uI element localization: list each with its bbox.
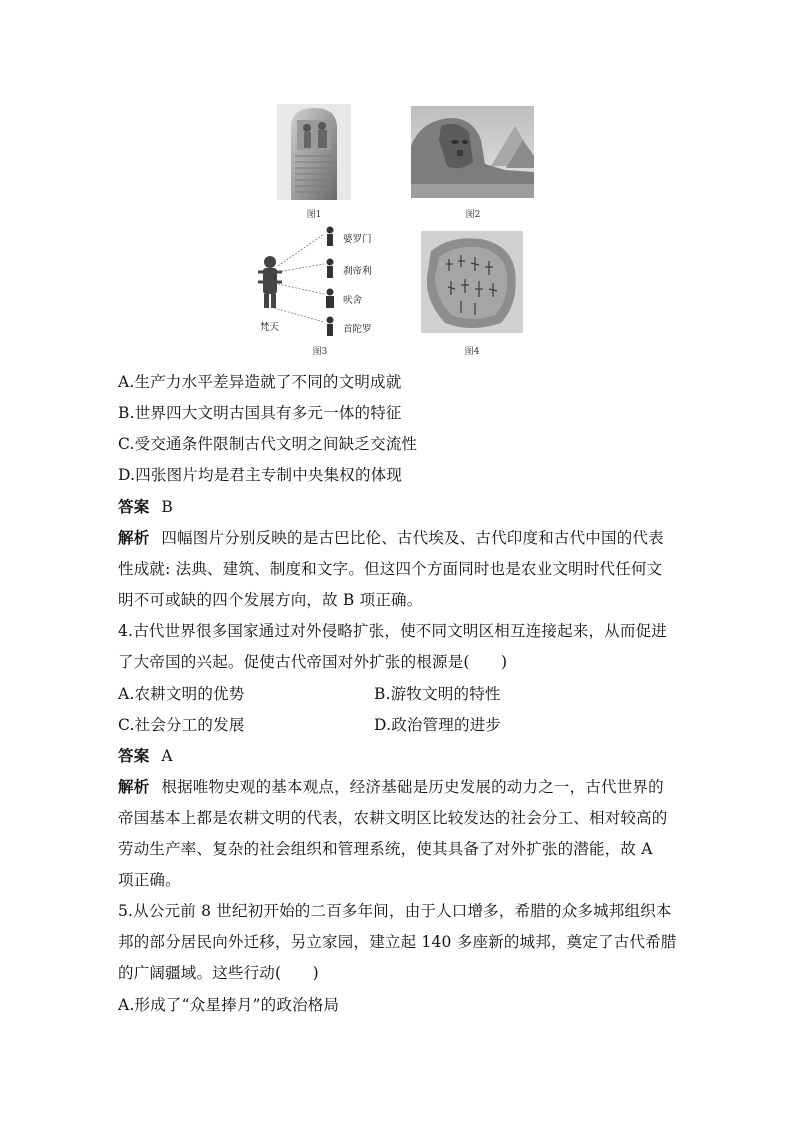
brahma-label: 梵天 bbox=[260, 322, 280, 333]
q4-stem-line-2: 了大帝国的兴起。促使古代帝国对外扩张的根源是( ) bbox=[118, 653, 508, 671]
q3-option-c: C.受交通条件限制古代文明之间缺乏交流性 bbox=[118, 435, 418, 453]
q3-analysis-text-1: 四幅图片分别反映的是古巴比伦、古代埃及、古代印度和古代中国的代表 bbox=[161, 529, 664, 547]
q3-option-d: D.四张图片均是君主专制中央集权的体现 bbox=[118, 466, 403, 484]
q4-option-d: D.政治管理的进步 bbox=[374, 716, 502, 734]
q5-option-a: A.形成了“众星捧月”的政治格局 bbox=[118, 996, 340, 1014]
q4-analysis-line-2: 帝国基本上都是农耕文明的代表，农耕文明区比较发达的社会分工、相对较高的 bbox=[118, 809, 668, 827]
caste-label-vaishya: 吠舍 bbox=[343, 295, 363, 306]
q3-answer-value: B bbox=[161, 498, 173, 516]
q3-analysis-line-3: 明不可或缺的四个发展方向，故 B 项正确。 bbox=[118, 591, 423, 609]
q4-analysis-line-4: 项正确。 bbox=[118, 871, 181, 889]
q3-option-b: B.世界四大文明古国具有多元一体的特征 bbox=[118, 404, 402, 422]
q4-option-a: A.农耕文明的优势 bbox=[118, 685, 245, 703]
q4-analysis-text-1: 根据唯物史观的基本观点，经济基础是历史发展的动力之一，古代世界的 bbox=[161, 778, 664, 796]
q4-option-b: B.游牧文明的特性 bbox=[374, 685, 501, 703]
caste-label-brahmin: 婆罗门 bbox=[343, 234, 372, 245]
q3-answer bbox=[118, 497, 173, 517]
figure-2-image bbox=[411, 106, 534, 198]
q4-answer-value: A bbox=[161, 747, 173, 765]
q3-analysis-label: 解析 bbox=[118, 528, 150, 547]
caste-label-kshatriya: 刹帝利 bbox=[343, 266, 372, 277]
q5-stem-line-2: 邦的部分居民向外迁移，另立家园，建立起 140 多座新的城邦，奠定了古代希腊 bbox=[118, 933, 677, 951]
q4-analysis-line-3: 劳动生产率、复杂的社会组织和管理系统，使其具备了对外扩张的潜能，故 A bbox=[118, 840, 653, 858]
figure-4-image bbox=[421, 231, 523, 333]
q3-analysis-line-1 bbox=[118, 528, 664, 548]
q4-option-c: C.社会分工的发展 bbox=[118, 716, 245, 734]
caste-label-shudra: 首陀罗 bbox=[343, 324, 372, 335]
q4-analysis-line-1 bbox=[118, 777, 664, 797]
q5-stem-line-1: 5.从公元前 8 世纪初开始的二百多年间，由于人口增多，希腊的众多城邦组织本 bbox=[118, 902, 672, 920]
brahma-figure bbox=[258, 256, 282, 308]
figure-3-diagram bbox=[254, 222, 388, 340]
figure-1-caption: 图1 bbox=[306, 210, 322, 220]
figure-1-image bbox=[277, 104, 351, 200]
q4-analysis-label: 解析 bbox=[118, 777, 150, 796]
figure-4-caption: 图4 bbox=[464, 347, 480, 357]
q3-option-a: A.生产力水平差异造就了不同的文明成就 bbox=[118, 373, 402, 391]
figure-2-caption: 图2 bbox=[465, 210, 481, 220]
q4-answer-label: 答案 bbox=[118, 746, 150, 765]
q4-answer bbox=[118, 746, 173, 766]
q5-stem-line-3: 的广阔疆域。这些行动( ) bbox=[118, 964, 319, 982]
q3-answer-label: 答案 bbox=[118, 497, 150, 516]
figure-3-caption: 图3 bbox=[312, 347, 328, 357]
q3-analysis-line-2: 性成就: 法典、建筑、制度和文字。但这四个方面同时也是农业文明时代任何文 bbox=[118, 560, 663, 578]
q4-stem-line-1: 4.古代世界很多国家通过对外侵略扩张，使不同文明区相互连接起来，从而促进 bbox=[118, 622, 667, 640]
